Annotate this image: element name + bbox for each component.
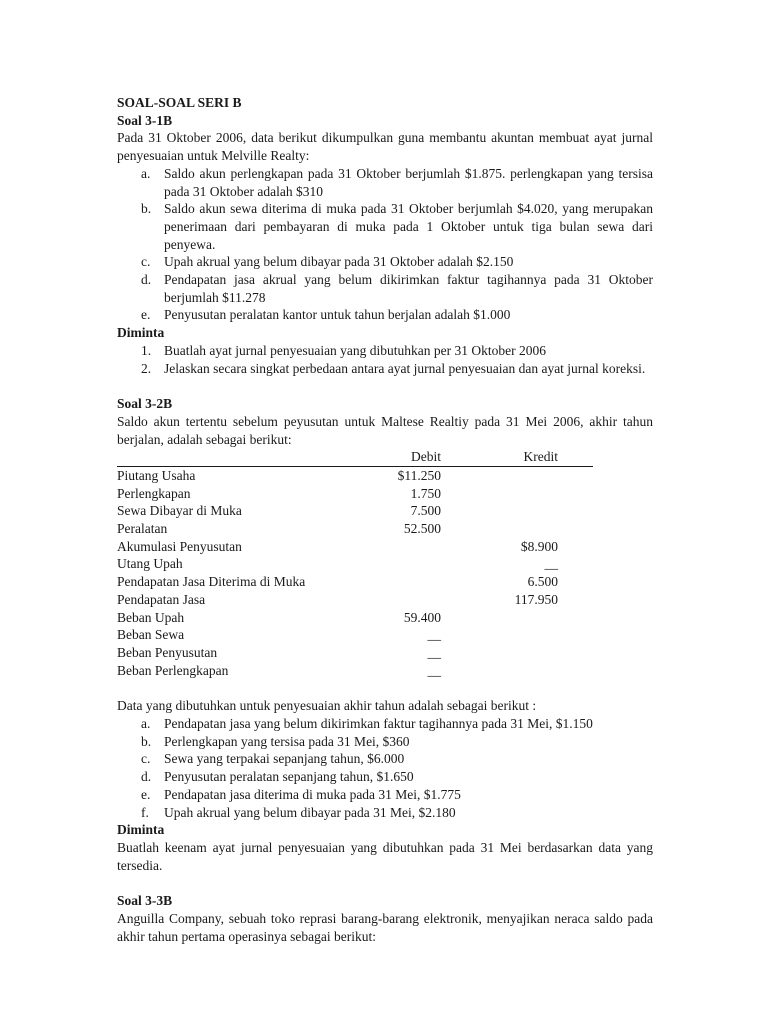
table-row <box>117 626 593 644</box>
section-spacer <box>117 874 653 892</box>
debit-value: __ <box>427 627 441 643</box>
account-name: Utang Upah <box>117 556 183 572</box>
account-balance-table <box>117 448 593 679</box>
debit-column-header: Debit <box>411 449 441 465</box>
problem-3-2b-heading: Soal 3-2B <box>117 396 173 412</box>
list-marker: e. <box>141 307 151 323</box>
list-item <box>117 768 653 786</box>
list-marker: a. <box>141 716 151 731</box>
list-item-text: Buatlah ayat jurnal penyesuaian yang dibutuhkan per 31 Oktober 2006 <box>164 342 547 358</box>
table-row <box>117 520 593 538</box>
list-marker: f. <box>141 804 149 820</box>
kredit-value: 6.500 <box>527 574 558 590</box>
kredit-value: 117.950 <box>514 591 558 607</box>
problem-3-2b-adjustment-list <box>117 715 653 821</box>
list-marker: d. <box>141 272 152 288</box>
table-row <box>117 609 593 627</box>
list-marker: b. <box>141 201 152 217</box>
list-marker: a. <box>141 165 151 181</box>
account-name: Beban Perlengkapan <box>117 662 229 678</box>
table-row <box>117 555 593 573</box>
list-item-text: Pendapatan jasa akrual yang belum dikirimkan faktur tagihannya pada 31 Oktober berjumlah $11.278 <box>164 272 653 305</box>
account-name: Pendapatan Jasa <box>117 591 206 607</box>
list-item-text: Penyusutan peralatan sepanjang tahun, $1.650 <box>164 769 414 785</box>
table-row <box>117 538 593 556</box>
debit-value: __ <box>427 662 441 678</box>
problem-3-3b-heading: Soal 3-3B <box>117 893 173 909</box>
table-row <box>117 573 593 591</box>
kredit-column-header: Kredit <box>523 449 558 465</box>
problem-3-1b-intro: Pada 31 Oktober 2006, data berikut dikumpulkan guna membantu akuntan membuat ayat jurnal penyesuaian untuk Melville Realty: <box>117 130 653 164</box>
table-row <box>117 502 593 520</box>
list-item <box>117 360 653 378</box>
account-name: Piutang Usaha <box>117 468 196 484</box>
problem-3-1b-required-heading: Diminta <box>117 325 165 341</box>
list-item-text: Saldo akun perlengkapan pada 31 Oktober berjumlah $1.875. perlengkapan yang tersisa pada 31 Oktober adalah $310 <box>164 165 653 199</box>
section-spacer <box>117 679 653 697</box>
problem-3-3b-intro: Anguilla Company, sebuah toko reprasi barang-barang elektronik, menyajikan neraca saldo pada akhir tahun pertama operasinya sebagai berikut: <box>117 911 653 944</box>
problem-3-2b-intro: Saldo akun tertentu sebelum peyusutan untuk Maltese Realtiy pada 31 Mei 2006, akhir tahun berjalan, adalah sebagai berikut: <box>117 413 653 447</box>
problem-3-2b-required-heading: Diminta <box>117 822 165 838</box>
account-name: Perlengkapan <box>117 485 191 501</box>
list-item-text: Perlengkapan yang tersisa pada 31 Mei, $360 <box>164 733 410 749</box>
debit-value: 52.500 <box>403 521 441 537</box>
list-marker: d. <box>141 769 152 785</box>
table-row <box>117 591 593 609</box>
debit-value: __ <box>427 644 441 660</box>
kredit-value: __ <box>544 556 558 572</box>
debit-value: $11.250 <box>397 468 441 484</box>
account-name: Beban Upah <box>117 609 185 625</box>
list-item-text: Upah akrual yang belum dibayar pada 31 Mei, $2.180 <box>164 804 456 820</box>
account-name: Pendapatan Jasa Diterima di Muka <box>117 574 306 590</box>
list-item-text: Upah akrual yang belum dibayar pada 31 Oktober adalah $2.150 <box>164 254 514 270</box>
kredit-value: $8.900 <box>520 538 558 554</box>
debit-value: 59.400 <box>403 609 441 625</box>
account-name: Beban Sewa <box>117 627 185 643</box>
list-item-text: Pendapatan jasa yang belum dikirimkan faktur tagihannya pada 31 Mei, $1.150 <box>164 716 593 731</box>
list-item <box>117 165 653 200</box>
list-item <box>117 733 653 751</box>
list-marker: c. <box>141 751 151 767</box>
list-item <box>117 715 653 733</box>
table-row <box>117 485 593 503</box>
list-item <box>117 750 653 768</box>
problem-3-2b-required-text: Buatlah keenam ayat jurnal penyesuaian yang dibutuhkan pada 31 Mei berdasarkan data yang tersedia. <box>117 839 653 873</box>
problem-3-1b-required-list <box>117 342 653 377</box>
list-item-text: Penyusutan peralatan kantor untuk tahun berjalan adalah $1.000 <box>164 307 511 323</box>
table-row <box>117 662 593 680</box>
table-row <box>117 644 593 662</box>
list-item <box>117 804 653 822</box>
list-item <box>117 786 653 804</box>
list-item <box>117 271 653 306</box>
list-item <box>117 342 653 360</box>
list-marker: c. <box>141 254 151 270</box>
list-marker: 2. <box>141 360 152 376</box>
table-header <box>117 448 593 467</box>
list-marker: 1. <box>141 342 152 358</box>
section-spacer <box>117 377 653 395</box>
account-name: Beban Penyusutan <box>117 644 218 660</box>
table-row <box>117 467 593 485</box>
list-item-text: Saldo akun sewa diterima di muka pada 31 Oktober berjumlah $4.020, yang merupakan penerimaan dari pembayaran di muka pada 1 Oktober untuk tiga bulan sewa dari penyewa. <box>164 201 653 252</box>
list-marker: b. <box>141 733 152 749</box>
debit-value: 1.750 <box>410 485 441 501</box>
account-name: Sewa Dibayar di Muka <box>117 503 242 519</box>
document-title: SOAL-SOAL SERI B <box>117 95 242 110</box>
problem-3-2b-adjust-intro: Data yang dibutuhkan untuk penyesuaian akhir tahun adalah sebagai berikut : <box>117 698 537 714</box>
problem-3-1b-heading: Soal 3-1B <box>117 112 173 128</box>
list-item <box>117 306 653 324</box>
account-name: Peralatan <box>117 521 168 537</box>
debit-value: 7.500 <box>410 503 441 519</box>
list-item-text: Jelaskan secara singkat perbedaan antara ayat jurnal penyesuaian dan ayat jurnal koreksi. <box>164 360 646 376</box>
list-item <box>117 253 653 271</box>
account-name: Akumulasi Penyusutan <box>117 538 242 554</box>
list-item <box>117 200 653 253</box>
list-item-text: Sewa yang terpakai sepanjang tahun, $6.000 <box>164 751 405 767</box>
list-item-text: Pendapatan jasa diterima di muka pada 31 Mei, $1.775 <box>164 786 461 802</box>
list-marker: e. <box>141 786 151 802</box>
problem-3-1b-data-list <box>117 165 653 324</box>
